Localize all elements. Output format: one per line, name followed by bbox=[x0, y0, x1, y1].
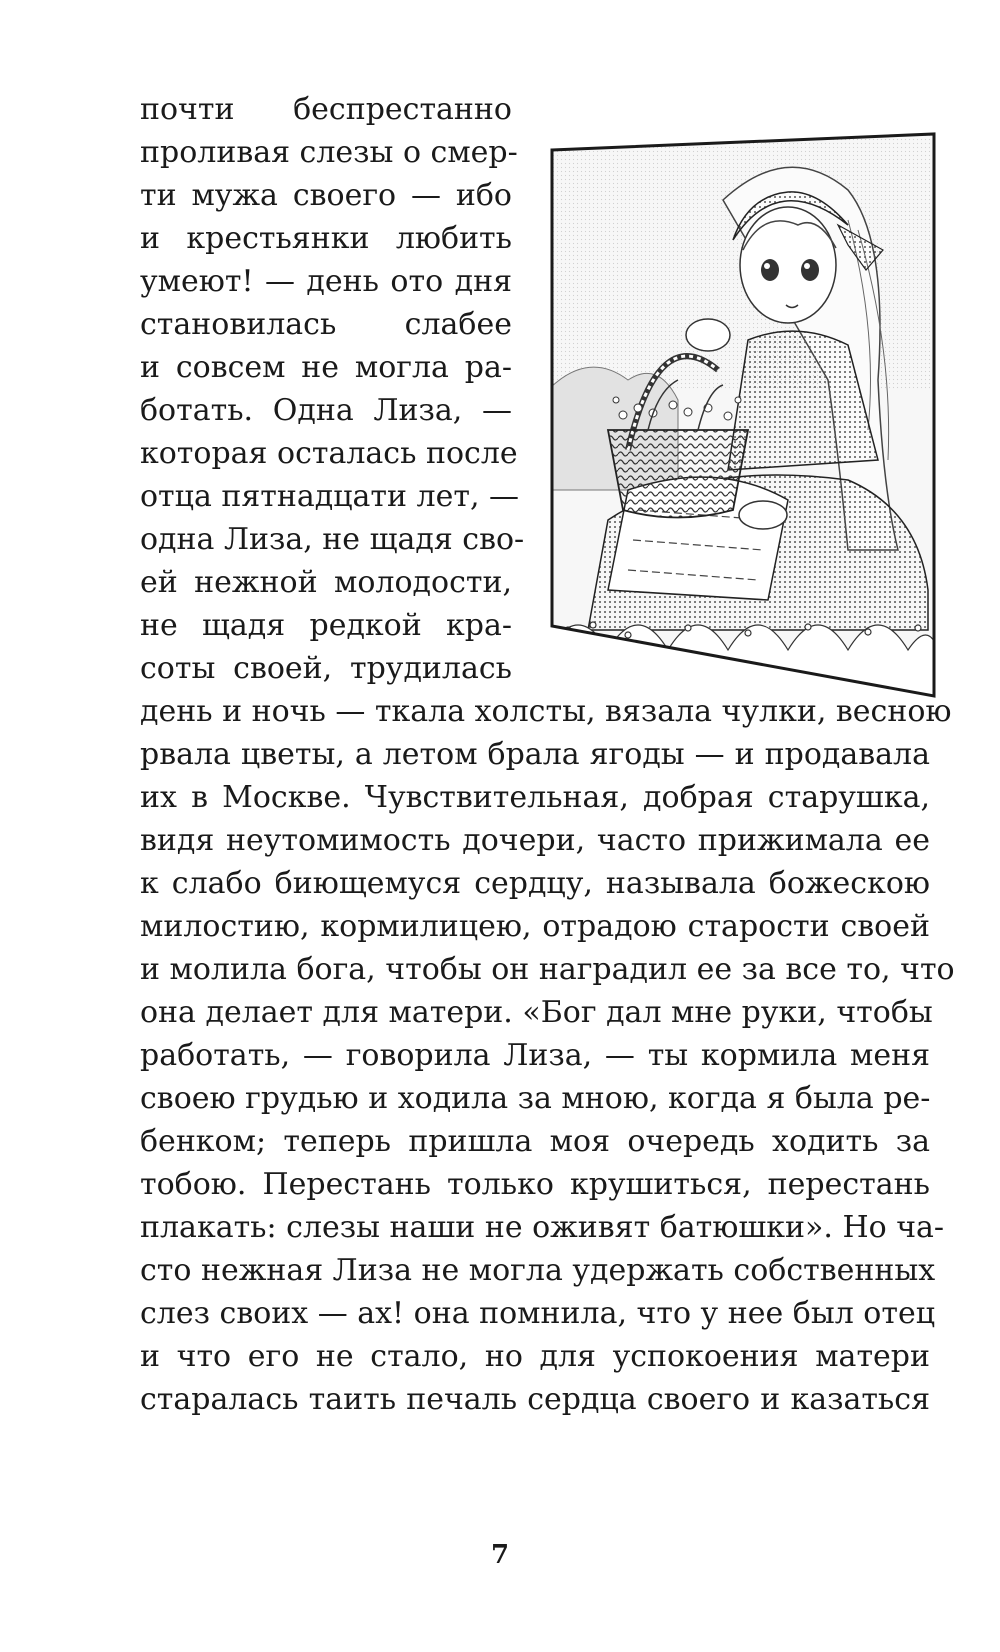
text-line-30: и что его не стало, но для успокоения матери bbox=[140, 1339, 930, 1374]
text-line-27: плакать: слезы наши не оживят батюшки». Но ча- bbox=[140, 1210, 945, 1245]
text-line-4: и крестьянки любить bbox=[140, 221, 512, 256]
text-line-11: одна Лиза, не щадя сво- bbox=[140, 522, 525, 557]
text-line-26: тобою. Перестань только крушиться, перестань bbox=[140, 1167, 930, 1202]
text-line-10: отца пятнадцати лет, — bbox=[140, 479, 520, 514]
text-line-2: проливая слезы о смер- bbox=[140, 135, 518, 170]
text-line-22: она делает для матери. «Бог дал мне руки, чтобы bbox=[140, 995, 933, 1030]
text-line-1: почти беспрестанно bbox=[140, 92, 512, 127]
text-line-18: видя неутомимость дочери, часто прижимала ее bbox=[140, 823, 930, 858]
text-line-31: старалась таить печаль сердца своего и казаться bbox=[140, 1382, 930, 1417]
text-line-5: умеют! — день ото дня bbox=[140, 264, 512, 299]
text-line-15: день и ночь — ткала холсты, вязала чулки, весною bbox=[140, 694, 952, 729]
text-line-8: ботать. Одна Лиза, — bbox=[140, 393, 512, 428]
text-line-20: милостию, кормилицею, отрадою старости своей bbox=[140, 909, 930, 944]
text-line-9: которая осталась после bbox=[140, 436, 518, 471]
text-line-7: и совсем не могла ра- bbox=[140, 350, 512, 385]
text-line-21: и молила бога, чтобы он наградил ее за все то, что bbox=[140, 952, 955, 987]
text-line-28: сто нежная Лиза не могла удержать собственных bbox=[140, 1253, 936, 1288]
text-line-3: ти мужа своего — ибо bbox=[140, 178, 512, 213]
text-line-24: своею грудью и ходила за мною, когда я была ре- bbox=[140, 1081, 931, 1116]
text-line-29: слез своих — ах! она помнила, что у нее был отец bbox=[140, 1296, 936, 1331]
text-line-12: ей нежной молодости, bbox=[140, 565, 512, 600]
text-line-13: не щадя редкой кра- bbox=[140, 608, 512, 643]
illustration-panel bbox=[548, 130, 938, 700]
text-line-25: бенком; теперь пришла моя очередь ходить за bbox=[140, 1124, 930, 1159]
text-line-14: соты своей, трудилась bbox=[140, 651, 512, 686]
text-line-19: к слабо биющемуся сердцу, называла божескою bbox=[140, 866, 930, 901]
page-number: 7 bbox=[490, 1540, 510, 1570]
text-line-16: рвала цветы, а летом брала ягоды — и продавала bbox=[140, 737, 930, 772]
text-line-23: работать, — говорила Лиза, — ты кормила меня bbox=[140, 1038, 930, 1073]
text-line-17: их в Москве. Чувствительная, добрая старушка, bbox=[140, 780, 930, 815]
text-line-6: становилась слабее bbox=[140, 307, 512, 342]
